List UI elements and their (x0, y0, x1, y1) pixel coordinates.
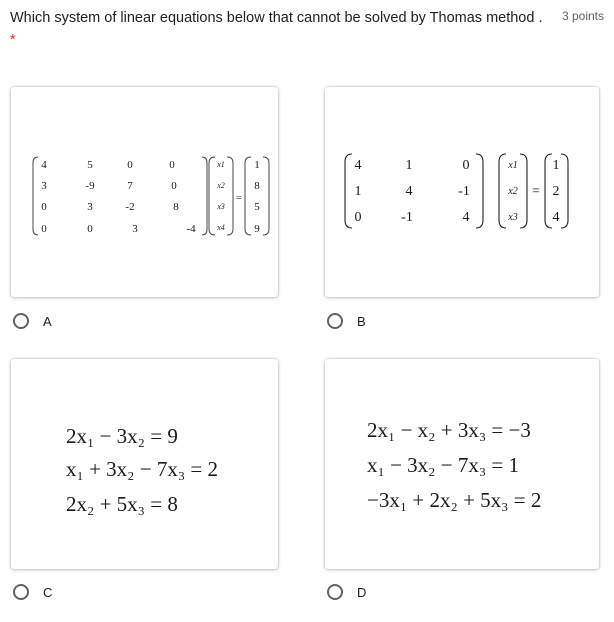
b-equals-sign: = (532, 184, 540, 199)
option-b-label: B (357, 313, 366, 329)
b-m-1-0: 1 (354, 184, 362, 199)
option-a-matrix-equation (11, 87, 278, 297)
b-m-1-2: -1 (458, 184, 470, 199)
d-equation-2: x₁ − 3x₂ − 7x₃ = 1 (367, 453, 519, 477)
option-a-image (11, 87, 278, 297)
b-rhs-2: 4 (552, 210, 560, 225)
b-rhs-0: 1 (552, 158, 560, 173)
a-m-3-2: 3 (132, 223, 138, 235)
option-d-radio[interactable] (327, 584, 366, 600)
b-rhs-1: 2 (552, 184, 560, 199)
c-equation-1: 2x₁ − 3x₂ = 9 (66, 424, 178, 448)
b-m-2-1: -1 (401, 210, 413, 225)
option-d-equations (325, 359, 599, 569)
a-m-0-1: 5 (87, 159, 93, 171)
option-c-image (11, 359, 278, 569)
a-m-0-3: 0 (169, 159, 175, 171)
a-x-0: x1 (217, 160, 225, 169)
a-m-3-3: -4 (186, 223, 196, 235)
a-m-2-3: 8 (173, 201, 179, 213)
b-x-2: x3 (508, 212, 518, 223)
a-m-1-1: -9 (85, 180, 95, 192)
a-x-1: x2 (217, 181, 225, 190)
question-text: Which system of linear equations below that cannot be solved by Thomas method . (10, 10, 543, 26)
option-a-label: A (43, 313, 52, 329)
c-equation-3: 2x₂ + 5x₃ = 8 (66, 492, 178, 516)
a-m-2-2: -2 (125, 201, 135, 213)
a-x-2: x3 (217, 202, 225, 211)
radio-circle-icon[interactable] (327, 584, 343, 600)
a-m-1-3: 0 (171, 180, 177, 192)
a-rhs-2: 5 (254, 201, 260, 213)
b-x-0: x1 (508, 160, 518, 171)
option-c-label: C (43, 584, 53, 600)
a-m-1-0: 3 (41, 180, 47, 192)
a-x-3: x4 (217, 223, 225, 232)
c-equation-2: x₁ + 3x₂ − 7x₃ = 2 (66, 457, 218, 481)
a-m-1-2: 7 (127, 180, 133, 192)
b-m-1-1: 4 (405, 184, 413, 199)
a-m-3-1: 0 (87, 223, 93, 235)
b-m-0-0: 4 (354, 158, 362, 173)
a-m-2-0: 0 (41, 201, 47, 213)
d-equation-3: −3x₁ + 2x₂ + 5x₃ = 2 (367, 488, 542, 512)
b-m-2-0: 0 (354, 210, 362, 225)
option-b-matrix-equation (325, 87, 599, 297)
b-m-0-1: 1 (405, 158, 413, 173)
a-m-3-0: 0 (41, 223, 47, 235)
b-x-1: x2 (508, 186, 518, 197)
a-rhs-3: 9 (254, 223, 260, 235)
b-m-0-2: 0 (462, 158, 470, 173)
points-label: 3 points (561, 9, 604, 23)
option-d-image (325, 359, 599, 569)
question-title (10, 7, 550, 51)
radio-circle-icon[interactable] (13, 584, 29, 600)
a-rhs-0: 1 (254, 159, 260, 171)
a-m-2-1: 3 (87, 201, 93, 213)
required-asterisk: * (10, 32, 16, 48)
d-equation-1: 2x₁ − x₂ + 3x₃ = −3 (367, 418, 531, 442)
a-equals-sign: = (235, 192, 243, 204)
a-m-0-2: 0 (127, 159, 133, 171)
option-c-radio[interactable] (13, 584, 52, 600)
option-d-label: D (357, 584, 367, 600)
radio-circle-icon[interactable] (13, 313, 29, 329)
option-b-image (325, 87, 599, 297)
option-b-radio[interactable] (327, 313, 366, 329)
radio-circle-icon[interactable] (327, 313, 343, 329)
a-rhs-1: 8 (254, 180, 260, 192)
option-c-equations (11, 359, 278, 569)
option-a-radio[interactable] (13, 313, 52, 329)
b-m-2-2: 4 (462, 210, 470, 225)
a-m-0-0: 4 (41, 159, 47, 171)
